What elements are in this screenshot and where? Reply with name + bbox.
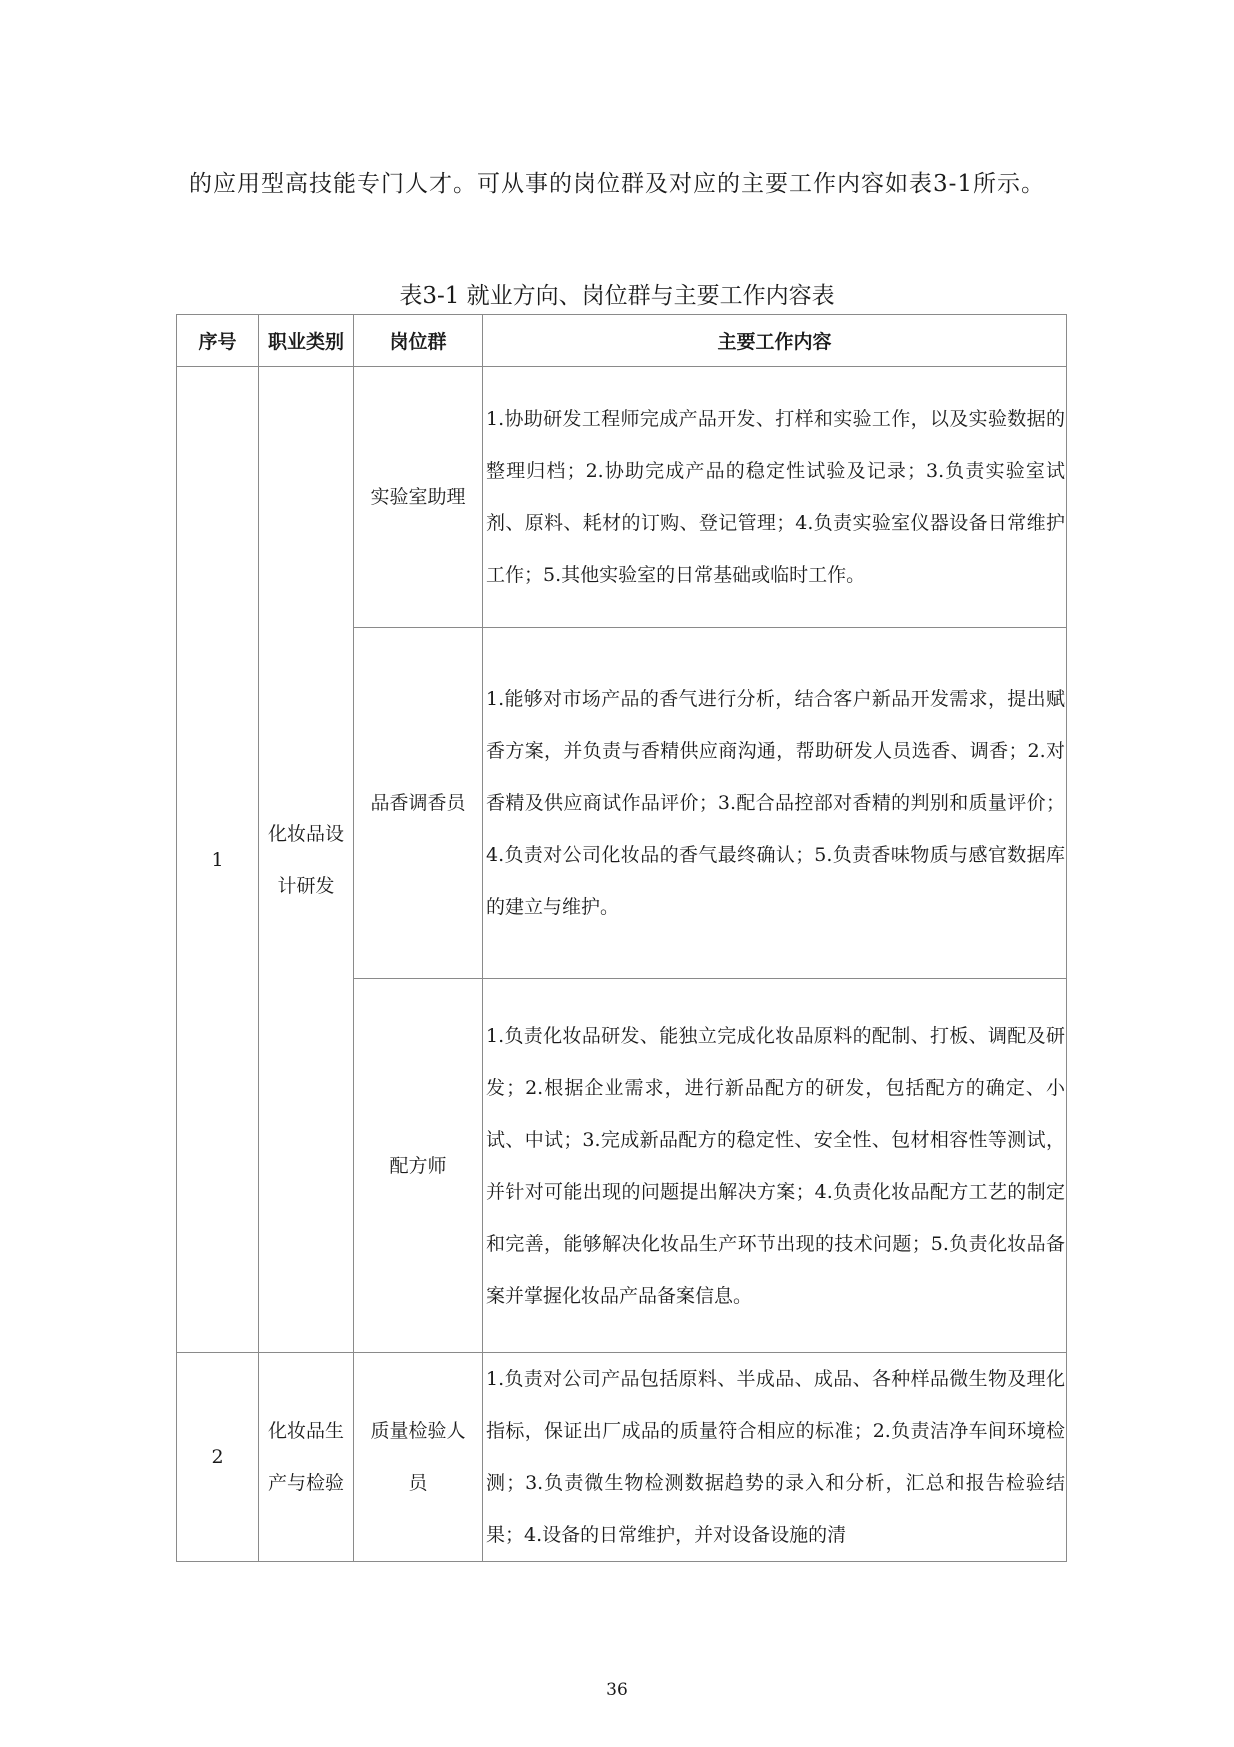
row-position: 品香调香员	[354, 628, 483, 979]
row-position: 配方师	[354, 979, 483, 1353]
table-header-row	[177, 315, 1067, 367]
table-row	[177, 367, 1067, 628]
intro-paragraph: 的应用型高技能专门人才。可从事的岗位群及对应的主要工作内容如表3-1所示。	[189, 171, 1046, 197]
header-content: 主要工作内容	[483, 315, 1067, 367]
row-content: 1.能够对市场产品的香气进行分析，结合客户新品开发需求，提出赋香方案，并负责与香精供应商沟通，帮助研发人员选香、调香；2.对香精及供应商试作品评价；3.配合品控部对香精的判别和质量评价；4.负责对公司化妆品的香气最终确认；5.负责香味物质与感官数据库的建立与维护。	[483, 628, 1067, 979]
row-index: 2	[177, 1353, 259, 1562]
row-index: 1	[177, 367, 259, 1353]
row-content: 1.负责化妆品研发、能独立完成化妆品原料的配制、打板、调配及研发；2.根据企业需求，进行新品配方的研发，包括配方的确定、小试、中试；3.完成新品配方的稳定性、安全性、包材相容性等测试，并针对可能出现的问题提出解决方案；4.负责化妆品配方工艺的制定和完善，能够解决化妆品生产环节出现的技术问题；5.负责化妆品备案并掌握化妆品产品备案信息。	[483, 979, 1067, 1353]
table-row	[177, 1353, 1067, 1562]
row-category: 化妆品生产与检验	[259, 1353, 354, 1562]
page-number: 36	[606, 1680, 628, 1700]
header-position: 岗位群	[354, 315, 483, 367]
row-position: 质量检验人员	[354, 1353, 483, 1562]
row-category: 化妆品设计研发	[259, 367, 354, 1353]
header-index: 序号	[177, 315, 259, 367]
row-position: 实验室助理	[354, 367, 483, 628]
row-content: 1.负责对公司产品包括原料、半成品、成品、各种样品微生物及理化指标，保证出厂成品的质量符合相应的标准；2.负责洁净车间环境检测；3.负责微生物检测数据趋势的录入和分析，汇总和报告检验结果；4.设备的日常维护，并对设备设施的清	[483, 1353, 1067, 1562]
row-content: 1.协助研发工程师完成产品开发、打样和实验工作，以及实验数据的整理归档；2.协助完成产品的稳定性试验及记录；3.负责实验室试剂、原料、耗材的订购、登记管理；4.负责实验室仪器设备日常维护工作；5.其他实验室的日常基础或临时工作。	[483, 367, 1067, 628]
header-category: 职业类别	[259, 315, 354, 367]
job-table	[176, 314, 1067, 1562]
table-caption: 表3-1 就业方向、岗位群与主要工作内容表	[399, 283, 835, 309]
